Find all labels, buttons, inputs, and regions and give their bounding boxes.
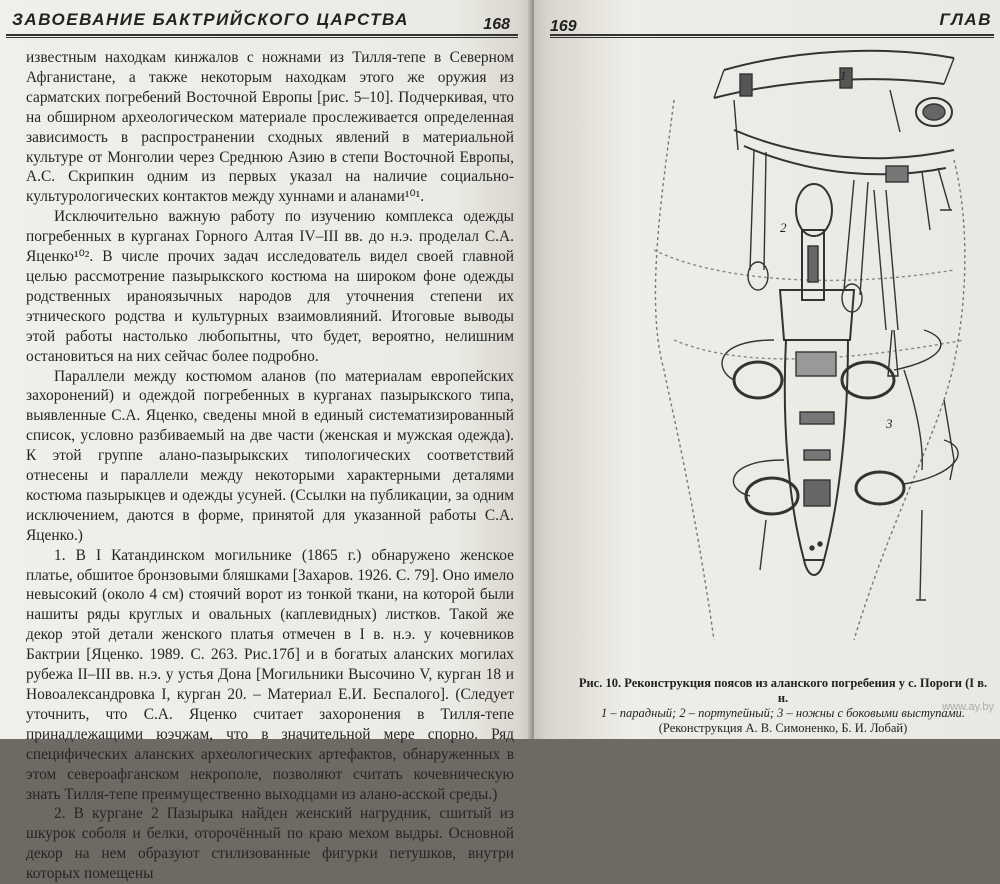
paragraph: Параллели между костюмом аланов (по материалам европейских захоронений) и одеждой погребенных в курганах пазырыкского типа, выявленные С.А. Яценко, сведены мной в единый систематизированный список, условно разбиваемый на две части (женская и мужская одежда). К этой группе алано-пазырыкских типологических соответствий отнесены и параллели между некоторыми характерными деталями костюма пазырыкцев и одежды усуней. (Ссылки на публикации, за одним исключением, даются в форме, принятой для указанной работы С.А. Яценко.)	[26, 367, 514, 544]
figure-caption	[578, 676, 988, 736]
belt-drawing	[654, 40, 984, 640]
paragraph: Исключительно важную работу по изучению комплекса одежды погребенных в курганах Горного Алтая IV–III вв. до н.э. проделал С.А. Яценко¹⁰². В числе прочих задач исследователь видел своей главной целью рассмотрение пазырыкского костюма на широком фоне одежды родственных ираноязычных народов для уточнения степени их этнического родства и культурных взаимовлияний. Итоговые выводы этой работы настолько любопытны, что будет, вероятно, нелишним остановиться на них сейчас более подробно.	[26, 208, 514, 365]
running-title: ГЛАВ	[939, 10, 992, 29]
paragraph: известным находкам кинжалов с ножнами из Тилля-тепе в Северном Афганистане, а также некоторым находкам этого же оружия из сарматских погребений Восточной Европы [рис. 5–10]. Подчеркивая, что на обширном археологическом материале прослеживается определенная зависимость в распространении сходных явлений в материальной культуре от Монголии через Среднюю Азию в степи Восточной Европы, А.С. Скрипкин одним из первых указал на наличие социально-культурологических контактов между хуннами и аланами¹⁰¹.	[26, 49, 514, 206]
paragraph: 2. В кургане 2 Пазырыка найден женский нагрудник, сшитый из шкурок соболя и белки, оторочённый по краю мехом выдры. Основной декор на нем образуют стилизованные фигурки петушков, внутри которых помещены	[26, 805, 514, 883]
caption-title: Рис. 10. Реконструкция поясов из аланского погребения у с. Пороги (I в. н.	[578, 676, 988, 705]
figure-label-3: 3	[886, 416, 893, 431]
right-page	[534, 0, 1000, 739]
running-header-left	[0, 6, 524, 34]
figure-label-2: 2	[780, 220, 787, 235]
header-rule	[550, 34, 994, 36]
header-rule-thin	[550, 37, 994, 38]
header-rule-thin	[6, 37, 518, 38]
belt-reconstruction-figure	[654, 40, 984, 640]
watermark: www.ay.by	[942, 701, 994, 713]
caption-legend: 1 – парадный; 2 – портупейный; 3 – ножны с боковыми выступами.	[601, 706, 965, 720]
paragraph: 1. В I Катандинском могильнике (1865 г.) обнаружено женское платье, обшитое бронзовыми бляшками [Захаров. 1926. С. 79]. Оно имело невысокий (около 4 см) стоячий ворот из тонкой ткани, на которой были нашиты ряды круглых и овальных (каплевидных) листков. Такой же декор этой детали женского платья отмечен в I в. н.э. у кочевников Бактрии [Яценко. 1989. С. 263. Рис.17б] и в богатых аланских могилах рубежа II–III вв. н.э. у устья Дона [Могильники Высочино V, курган 18 и Новоалександровка I, курган 20. – Материал Е.И. Беспалого]. (Следует уточнить, что С.А. Яценко считает захоронения в Тилля-тепе принадлежащими юэчжам, что в значительной мере спорно. Ряд специфических аланских археологических артефактов, обнаруженных в этом североафганском некрополе, позволяют считать кочевническую знать Тилля-тепе преимущественно выходцами из алано-асской среды.)	[26, 546, 514, 803]
running-title: ЗАВОЕВАНИЕ БАКТРИЙСКОГО ЦАРСТВА	[12, 10, 409, 29]
header-rule	[6, 34, 518, 36]
page-number: 169	[550, 18, 577, 35]
page-number: 168	[483, 16, 510, 33]
running-header-right	[544, 6, 1000, 34]
figure-label-1: 1	[840, 68, 847, 83]
caption-credit: (Реконструкция А. В. Симоненко, Б. И. Лобай)	[658, 721, 908, 735]
body-text	[26, 48, 514, 884]
